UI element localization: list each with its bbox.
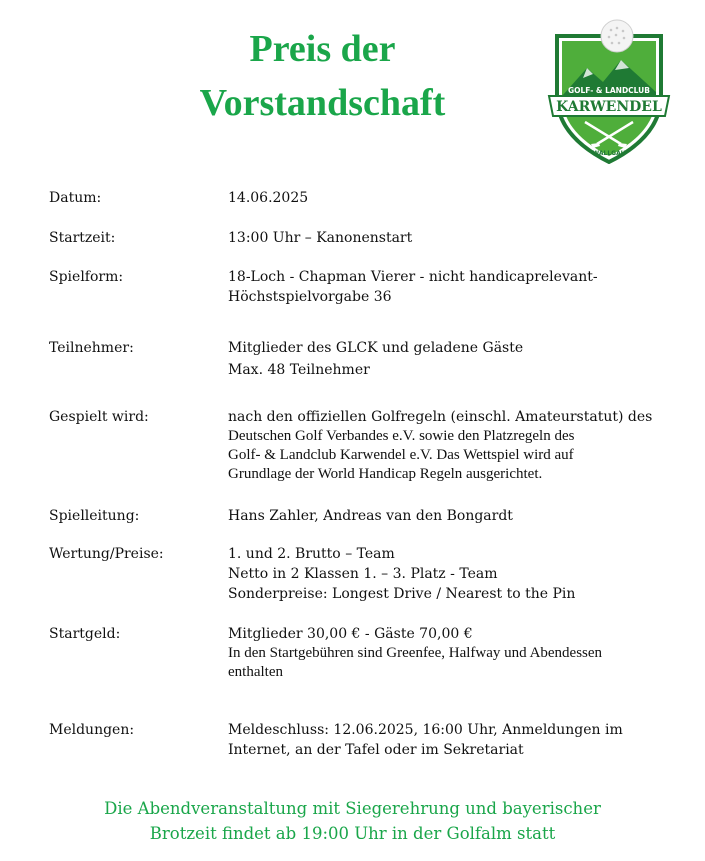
value-wertung-line-2: Netto in 2 Klassen 1. – 3. Platz - Team: [228, 566, 498, 582]
value-startgeld-line-2: In den Startgebühren sind Greenfee, Halfway und Abendessen: [228, 645, 603, 661]
value-teilnehmer-line-2: Max. 48 Teilnehmer: [228, 362, 370, 378]
value-wertung: [228, 544, 668, 604]
footer-line-2: Brotzeit findet ab 19:00 Uhr in der Golfalm statt: [149, 824, 556, 843]
value-startgeld-line-3: enthalten: [228, 664, 283, 680]
label-startgeld: Startgeld:: [49, 626, 121, 642]
golf-club-shield-logo-icon: [547, 16, 671, 164]
value-meldungen-line-1: Meldeschluss: 12.06.2025, 16:00 Uhr, Anmeldungen im: [228, 722, 623, 738]
value-spielform: [228, 267, 668, 307]
value-gespielt-line-2: Deutschen Golf Verbandes e.V. sowie den Platzregeln des: [228, 428, 575, 444]
title-line-1: Preis der: [249, 28, 396, 70]
label-spielleitung: Spielleitung:: [49, 508, 140, 524]
value-meldungen-line-2: Internet, an der Tafel oder im Sekretariat: [228, 742, 524, 758]
value-teilnehmer-line-1: Mitglieder des GLCK und geladene Gäste: [228, 340, 524, 356]
value-wertung-line-1: 1. und 2. Brutto – Team: [228, 546, 395, 562]
value-datum-text: 14.06.2025: [228, 190, 309, 206]
footer-note: [60, 796, 645, 846]
value-startgeld: [228, 624, 668, 682]
value-gespielt-line-1: nach den offiziellen Golfregeln (einschl. Amateurstatut) des: [228, 409, 653, 425]
value-spielleitung: [228, 506, 668, 526]
value-datum: [228, 188, 668, 208]
value-startgeld-line-1: Mitglieder 30,00 € - Gäste 70,00 €: [228, 626, 473, 642]
logo-bottom-text: WALLGAU: [592, 150, 626, 157]
value-wertung-line-3: Sonderpreise: Longest Drive / Nearest to the Pin: [228, 586, 576, 602]
label-gespielt: Gespielt wird:: [49, 409, 149, 425]
value-gespielt: [228, 407, 668, 484]
label-wertung: Wertung/Preise:: [49, 546, 164, 562]
page-title: [130, 22, 515, 130]
footer-line-1: Die Abendveranstaltung mit Siegerehrung und bayerischer: [104, 799, 601, 818]
value-meldungen: [228, 720, 668, 760]
value-spielleitung-text: Hans Zahler, Andreas van den Bongardt: [228, 508, 513, 524]
label-datum: Datum:: [49, 190, 102, 206]
label-meldungen: Meldungen:: [49, 722, 135, 738]
value-gespielt-line-4: Grundlage der World Handicap Regeln ausgerichtet.: [228, 466, 543, 482]
label-teilnehmer: Teilnehmer:: [49, 340, 134, 356]
logo-top-text: GOLF- & LANDCLUB: [568, 86, 650, 95]
value-teilnehmer: [228, 338, 668, 380]
label-startzeit: Startzeit:: [49, 230, 116, 246]
value-startzeit-text: 13:00 Uhr – Kanonenstart: [228, 230, 413, 246]
value-startzeit: [228, 228, 668, 248]
title-line-2: Vorstandschaft: [199, 82, 446, 124]
label-spielform: Spielform:: [49, 269, 124, 285]
logo-banner-text: KARWENDEL: [556, 99, 662, 115]
value-spielform-line-1: 18-Loch - Chapman Vierer - nicht handicaprelevant-: [228, 269, 598, 285]
value-gespielt-line-3: Golf- & Landclub Karwendel e.V. Das Wettspiel wird auf: [228, 447, 574, 463]
value-spielform-line-2: Höchstspielvorgabe 36: [228, 289, 392, 305]
